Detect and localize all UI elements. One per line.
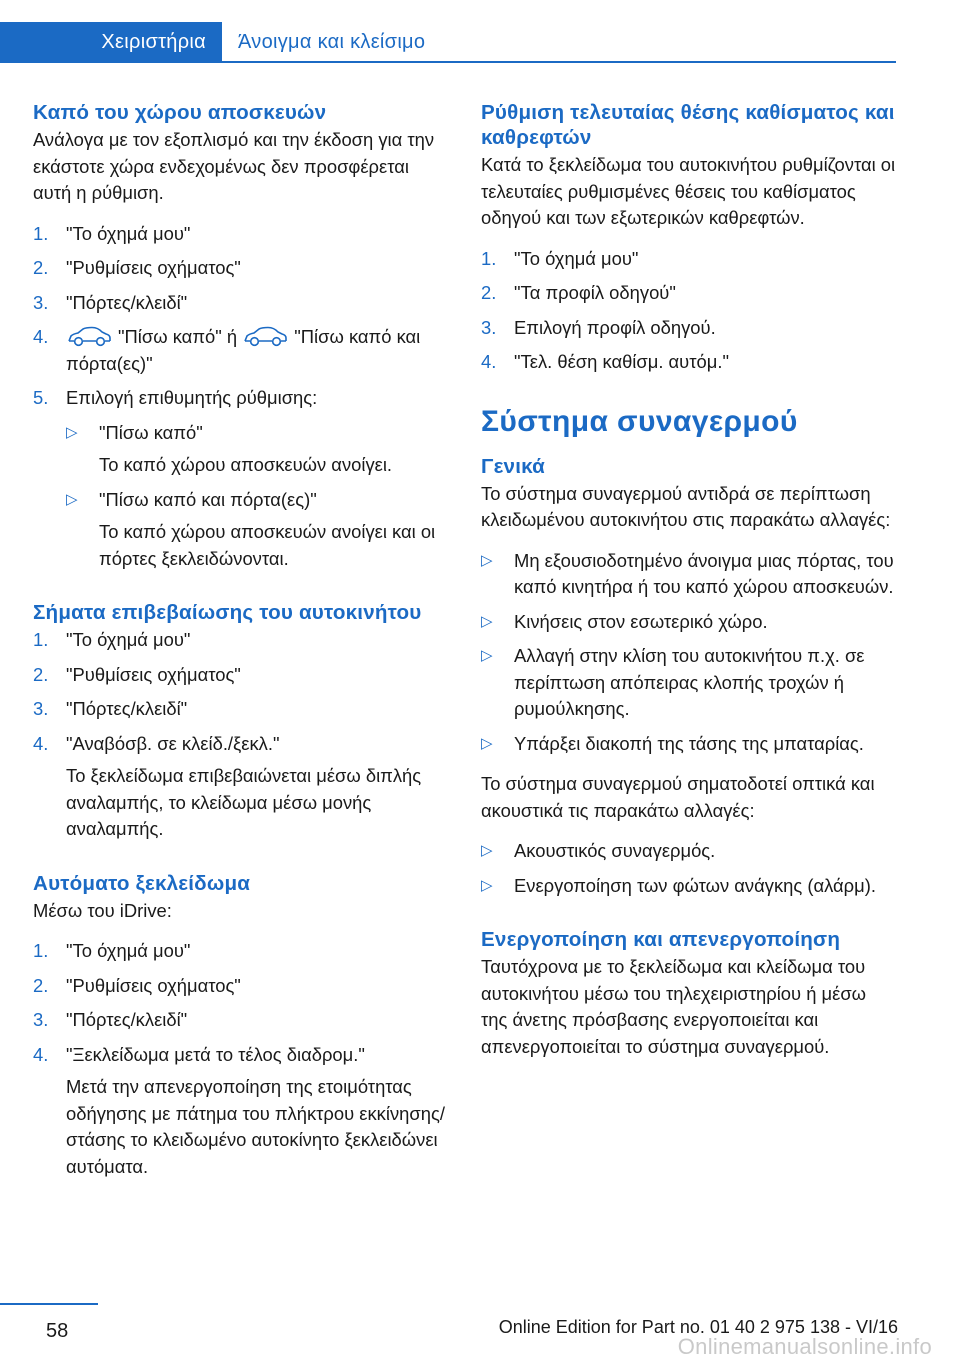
list-item: [481, 838, 897, 865]
option-label: "Πίσω καπό": [99, 421, 203, 443]
list-item: [33, 696, 449, 723]
bullet-text: Υπάρξει διακοπή της τάσης της μπαταρίας.: [514, 732, 864, 754]
watermark: Onlinemanualsonline.info: [677, 1334, 932, 1359]
list-item: [481, 246, 897, 273]
triangle-bullet-icon: ▷: [481, 647, 493, 664]
section-intro: Ανάλογα με τον εξοπλισμό και την έκδοση για την εκάστοτε χώρα ενδεχομένως δεν προσφέρεται αυτή η ρύθμιση.: [33, 129, 435, 203]
list-item: [66, 487, 449, 573]
step-number: 2.: [33, 257, 49, 278]
car-icon: [66, 326, 112, 348]
list-item: [33, 662, 449, 689]
list-item: [481, 315, 897, 342]
section-intro: Μέσω του iDrive:: [33, 899, 172, 921]
triangle-bullet-icon: ▷: [481, 842, 493, 859]
bullet-text: Μη εξουσιοδοτημένο άνοιγμα μιας πόρτας, του καπό κινητήρα ή του καπό χώρου αποσκευών.: [514, 549, 894, 597]
triangle-bullet-icon: ▷: [481, 734, 493, 752]
step-note: Το ξεκλείδωμα επιβεβαιώνεται μέσω διπλής αναλαμπής, το κλείδωμα μέσω μονής αναλαμπής.: [66, 765, 422, 839]
step-number: 1.: [481, 247, 497, 269]
step-number: 4.: [481, 351, 497, 372]
section-title-last-seat-position: Ρύθμιση τελευταίας θέσης καθίσματος και καθρεφτών: [481, 101, 895, 149]
triangle-bullet-icon: ▷: [66, 490, 78, 508]
triangle-bullet-icon: ▷: [481, 551, 493, 569]
bullet-text: Κινήσεις στον εσωτερικό χώρο.: [514, 610, 768, 632]
triangle-bullet-icon: ▷: [481, 876, 493, 894]
step-number: 5.: [33, 387, 49, 408]
list-item: [33, 731, 449, 843]
step-number: 2.: [481, 282, 497, 303]
step-text: "Το όχημά μου": [66, 629, 191, 650]
step-number: 1.: [33, 629, 49, 650]
step-text: "Τα προφίλ οδηγού": [514, 282, 676, 303]
step-number: 3.: [33, 698, 49, 719]
list-item: [481, 349, 897, 376]
section-title-activation: Ενεργοποίηση και απενεργοποίηση: [481, 928, 841, 951]
step-text: "Πόρτες/κλειδί": [66, 698, 188, 719]
list-item: [33, 221, 449, 248]
list-item: [33, 255, 449, 282]
step-text: "Ρυθμίσεις οχήματος": [66, 974, 241, 996]
edition-text: Online Edition for Part no. 01 40 2 975 138 - VI/16: [498, 1317, 898, 1337]
step-text: "Ρυθμίσεις οχήματος": [66, 663, 241, 685]
step-text: "Ρυθμίσεις οχήματος": [66, 257, 241, 278]
option-description: Το καπό χώρου αποσκευών ανοίγει και οι πόρτες ξεκλειδώνονται.: [99, 521, 436, 569]
step-number: 4.: [33, 1043, 49, 1065]
section-tab: Χειριστήρια: [0, 22, 222, 62]
step-number: 3.: [33, 1009, 49, 1030]
triangle-bullet-icon: ▷: [481, 612, 493, 630]
footer-rule: [0, 1303, 98, 1305]
step-text: "Πίσω καπό και πόρτα(ες)": [66, 326, 421, 374]
step-text: "Πόρτες/κλειδί": [66, 1009, 188, 1030]
list-item: [481, 873, 897, 900]
step-number: 2.: [33, 974, 49, 996]
list-item: [481, 731, 897, 758]
step-text: Επιλογή προφίλ οδηγού.: [514, 316, 716, 338]
list-item: [33, 973, 449, 1000]
step-number: 1.: [33, 940, 49, 961]
chapter-title-alarm-system: Σύστημα συναγερμού: [481, 404, 798, 438]
step-text: "Τελ. θέση καθίσμ. αυτόμ.": [514, 351, 729, 372]
section-intro: Κατά το ξεκλείδωμα του αυτοκινήτου ρυθμίζονται οι τελευταίες ρυθμισμένες θέσεις του καθίσματος οδηγού και των εξωτερικών καθρεφτών.: [481, 154, 896, 228]
step-number: 2.: [33, 663, 49, 685]
section-paragraph: Το σύστημα συναγερμού σηματοδοτεί οπτικά και ακουστικά τις παρακάτω αλλαγές:: [481, 773, 875, 821]
step-number: 4.: [33, 326, 49, 347]
step-text: "Αναβόσβ. σε κλείδ./ξεκλ.": [66, 732, 280, 754]
bullet-text: Ακουστικός συναγερμός.: [514, 840, 716, 861]
list-item: [33, 627, 449, 654]
step-note: Μετά την απενεργοποίηση της ετοιμότητας οδήγησης με πάτημα του πλήκτρου εκκίνησης/στάσης το κλειδωμένο αυτοκίνητο ξεκλειδώνει αυτόματα.: [66, 1076, 445, 1177]
step-text: "Ξεκλείδωμα μετά το τέλος διαδρομ.": [66, 1043, 365, 1065]
step-number: 4.: [33, 732, 49, 754]
step-text: "Πόρτες/κλειδί": [66, 291, 188, 313]
header-rule: [0, 61, 896, 63]
list-item: [481, 609, 897, 636]
option-label: "Πίσω καπό και πόρτα(ες)": [99, 488, 317, 510]
options-list: [66, 420, 449, 573]
section-title-confirmation-signals: Σήματα επιβεβαίωσης του αυτοκινήτου: [33, 601, 422, 624]
step-text: "Το όχημά μου": [66, 222, 191, 244]
right-column: [481, 100, 897, 1074]
step-text: "Το όχημά μου": [66, 940, 191, 961]
list-item: [33, 324, 449, 377]
steps-list: [33, 938, 449, 1180]
page-number: 58: [46, 1320, 69, 1342]
list-item: [33, 938, 449, 965]
section-intro: Το σύστημα συναγερμού αντιδρά σε περίπτωση κλειδωμένου αυτοκινήτου στις παρακάτω αλλαγές:: [481, 482, 891, 530]
list-item: [33, 1042, 449, 1181]
section-paragraph: Ταυτόχρονα με το ξεκλείδωμα και κλείδωμα του αυτοκινήτου μέσω του τηλεχειριστηρίου ή μέσω της άνετης πρόσβασης ενεργοποιείται και απενεργοποιείται το σύστημα συναγερμού.: [481, 956, 867, 1057]
list-item: [481, 643, 897, 723]
option-description: Το καπό χώρου αποσκευών ανοίγει.: [99, 454, 393, 475]
step-number: 3.: [33, 291, 49, 313]
bullet-text: Αλλαγή στην κλίση του αυτοκινήτου π.χ. σε περίπτωση απόπειρας κλοπής τροχών ή ρυμούλκησης.: [514, 645, 865, 719]
section-title-general: Γενικά: [481, 454, 545, 478]
bullet-list: [481, 548, 897, 758]
list-item: [33, 1007, 449, 1034]
steps-list: [33, 627, 449, 843]
steps-list: [481, 246, 897, 376]
car-icon: [242, 326, 288, 348]
bullet-list: [481, 838, 897, 899]
step-number: 3.: [481, 316, 497, 338]
step-text: "Το όχημά μου": [514, 247, 639, 269]
step-text: "Πίσω καπό" ή: [118, 326, 238, 347]
page-header: [0, 0, 960, 66]
step-number: 1.: [33, 222, 49, 244]
list-item: [33, 290, 449, 317]
steps-list: [33, 221, 449, 573]
list-item: [481, 548, 897, 601]
step-text: Επιλογή επιθυμητής ρύθμισης:: [66, 387, 318, 408]
section-title-auto-unlock: Αυτόματο ξεκλείδωμα: [33, 871, 251, 895]
breadcrumb: Άνοιγμα και κλείσιμο: [238, 30, 426, 53]
left-column: [33, 100, 449, 1194]
list-item: [66, 420, 449, 479]
bullet-text: Ενεργοποίηση των φώτων ανάγκης (αλάρμ).: [514, 874, 876, 896]
list-item: [481, 280, 897, 307]
list-item: [33, 385, 449, 572]
section-title-trunk-lid: Καπό του χώρου αποσκευών: [33, 101, 327, 124]
triangle-bullet-icon: ▷: [66, 423, 78, 441]
